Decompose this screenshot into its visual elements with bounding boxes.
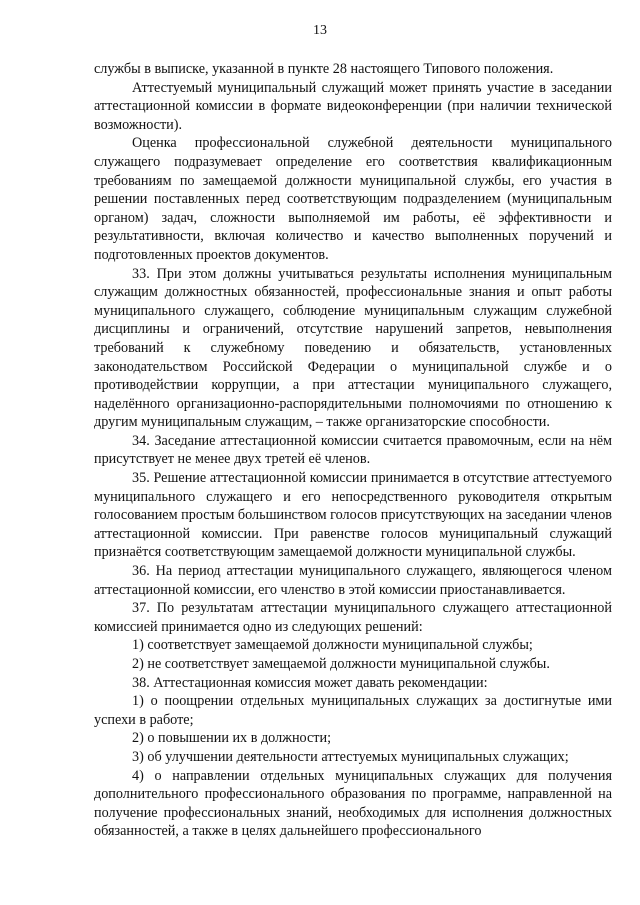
paragraph: 3) об улучшении деятельности аттестуемых муниципальных служащих; [132,748,569,765]
paragraph: 38. Аттестационная комиссия может давать рекомендации: [132,674,488,691]
paragraph: 2) не соответствует замещаемой должности муниципальной службы. [132,656,550,672]
page-number: 13 [313,23,327,38]
paragraph: 34. Заседание аттестационной комиссии считается правомочным, если на нём присутствует не менее двух третей её членов. [94,432,612,468]
paragraph: 2) о повышении их в должности; [132,730,332,747]
document-body [94,60,612,841]
paragraph: 1) о поощрении отдельных муниципальных служащих за достигнутые ими успехи в работе; [94,693,612,728]
paragraph: 37. По результатам аттестации муниципального служащего аттестационной комиссией принимается одно из следующих решений: [94,600,612,635]
paragraph: 36. На период аттестации муниципального служащего, являющегося членом аттестационной комиссии, его членство в этой комиссии приостанавливается. [94,563,612,598]
paragraph: 35. Решение аттестационной комиссии принимается в отсутствие аттестуемого муниципального служащего и его непосредственного руководителя открытым голосованием простым большинством голосов присутствующих на заседании членов аттестационной комиссии. При равенстве голосов муниципальный служащий признаётся соответствующим замещаемой должности муниципальной службы. [94,470,612,561]
paragraph: Оценка профессиональной служебной деятельности муниципального служащего подразумевает определение его соответствия квалификационным требованиям по замещаемой должности муниципальной службы, его участия в решении поставленных перед соответствующим подразделением (муниципальным органом) задач, сложности выполняемой им работы, её эффективности и результативности, включая количество и качество выполненных поручений и подготовленных проектов документов. [94,135,612,263]
paragraph: службы в выписке, указанной в пункте 28 настоящего Типового положения. [94,61,554,77]
paragraph: Аттестуемый муниципальный служащий может принять участие в заседании аттестационной комиссии в формате видеоконференции (при наличии технической возможности). [94,79,612,133]
paragraph: 1) соответствует замещаемой должности муниципальной службы; [132,637,533,654]
paragraph: 4) о направлении отдельных муниципальных служащих для получения дополнительного профессионального образования по программе, направленной на получение профессиональных знаний, необходимых для исполнения должностных обязанностей, а также в целях дальнейшего профессионального [94,767,612,840]
paragraph: 33. При этом должны учитываться результаты исполнения муниципальным служащим должностных обязанностей, профессиональные знания и опыт работы муниципального служащего, соблюдение муниципальным служащим служебной дисциплины и ограничений, отсутствие нарушений запретов, невыполнения требований к служебному поведению и обязательств, установленных законодательством Российской Федерации о муниципальной службе и о противодействии коррупции, а при аттестации муниципального служащего, наделённого организационно-распорядительными полномочиями по отношению к другим муниципальным служащим, – также организаторские способности. [94,265,612,431]
